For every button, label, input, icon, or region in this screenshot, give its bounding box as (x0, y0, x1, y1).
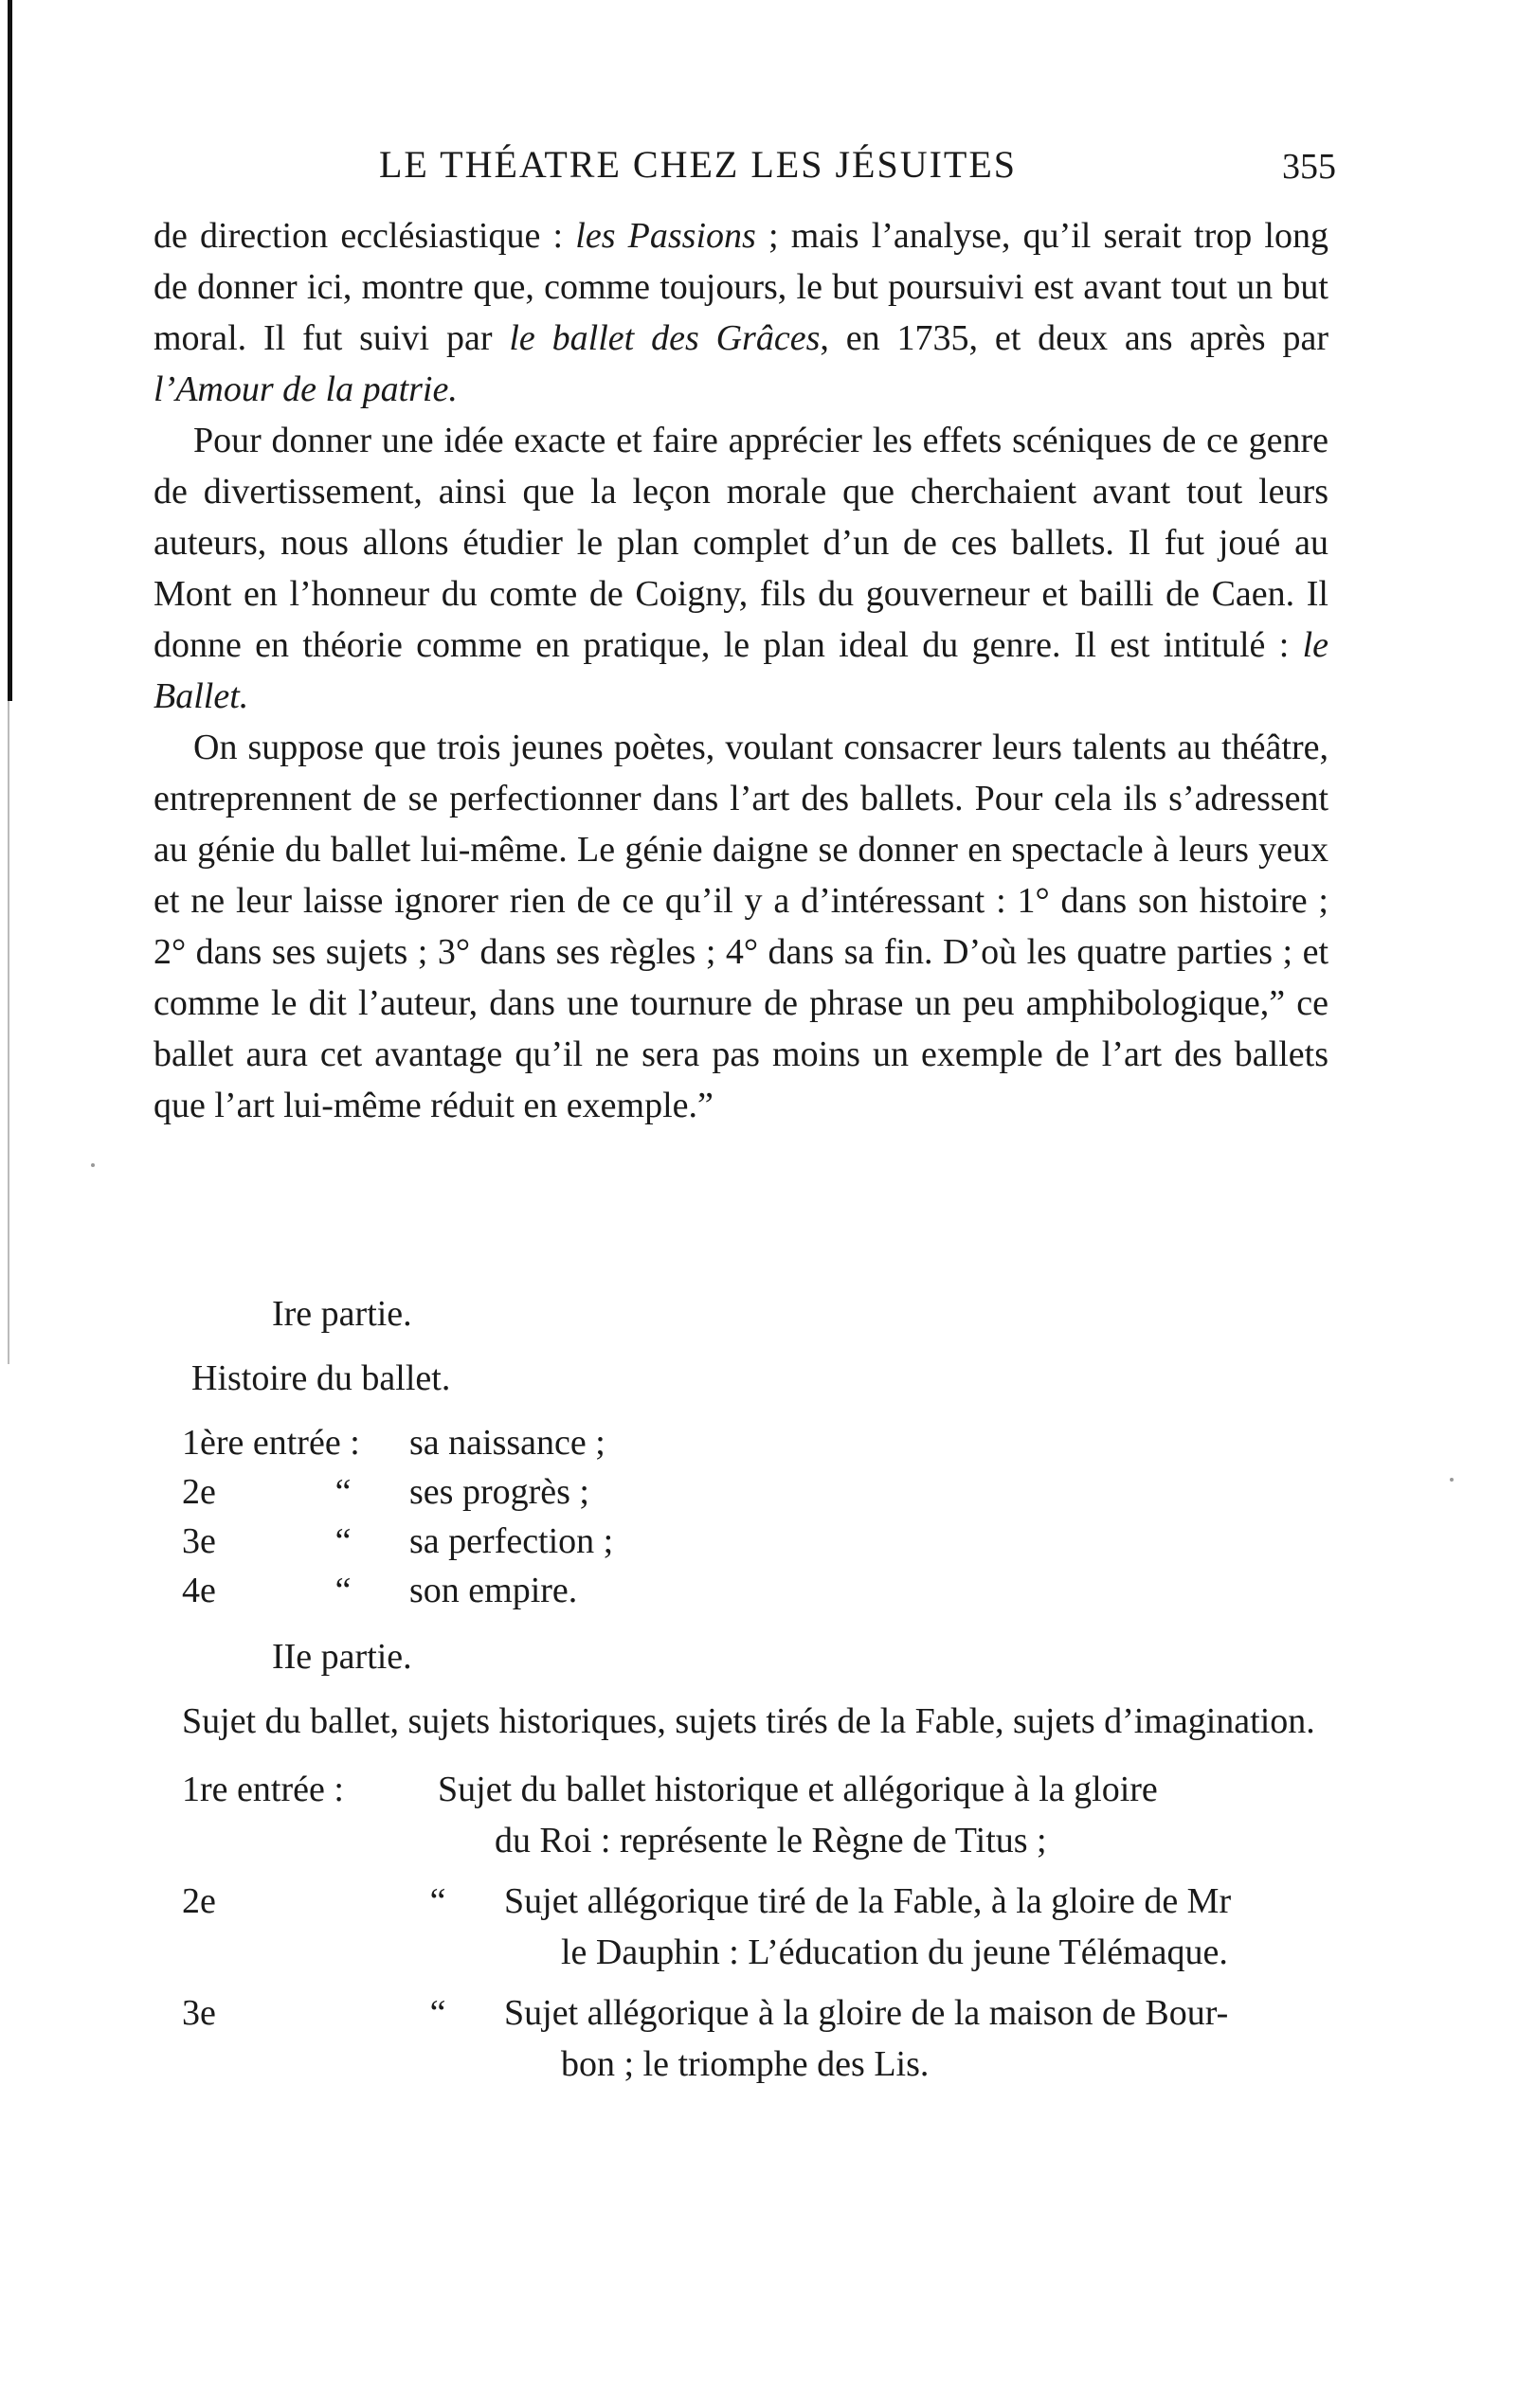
ditto-mark: “ (429, 1881, 446, 1921)
paragraph-2: Pour donner une idée exacte et faire apprécier les effets scéniques de ce genre de divertissement, ainsi que la leçon morale que cherchaient avant tout leurs auteurs, nous allons étudier le plan complet d’un de ces ballets. Il fut joué au Mont en l’honneur du comte de Coigny, fils du gouverneur et bailli de Caen. Il donne en théorie comme en pratique, le plan ideal du genre. Il est intitulé : le Ballet. (154, 421, 1328, 716)
ditto-mark: “ (429, 1993, 446, 2033)
entry-text: son empire. (409, 1571, 578, 1610)
part2-entry (154, 1764, 1328, 1866)
part1-entry (154, 1565, 1328, 1614)
entry-text: Sujet allégorique à la gloire de la maison de Bour- bon ; le triomphe des Lis. (504, 1993, 1229, 2084)
page-edge-shadow (8, 0, 12, 701)
part2-entry (154, 1987, 1328, 2090)
entry-text: sa naissance ; (409, 1423, 605, 1463)
page-edge-line (8, 701, 9, 1364)
part1-entry (154, 1466, 1328, 1516)
title-les-passions: les Passions (575, 216, 756, 256)
ditto-mark: “ (334, 1571, 352, 1610)
body-text (154, 210, 1328, 1131)
part2-heading: IIe partie. (272, 1637, 412, 1677)
entry-text: Sujet allégorique tiré de la Fable, à la gloire de Mr le Dauphin : L’éducation du jeune Télémaque. (504, 1881, 1232, 1972)
ditto-mark: “ (334, 1521, 352, 1561)
entry-number: 4e (182, 1571, 216, 1610)
ditto-mark: “ (334, 1472, 352, 1512)
part1-entry (154, 1417, 1328, 1466)
entry-number: 3e (182, 1993, 216, 2033)
entry-number: 2e (182, 1472, 216, 1512)
part2-description: Sujet du ballet, sujets historiques, sujets tirés de la Fable, sujets d’imagination. (182, 1701, 1315, 1741)
paragraph-1: de direction ecclésiastique : les Passions ; mais l’analyse, qu’il serait trop long de donner ici, montre que, comme toujours, le but poursuivi est avant tout un but moral. Il fut suivi par le ballet des Grâces, en 1735, et deux ans après par l’Amour de la patrie. (154, 216, 1328, 409)
title-amour-de-la-patrie: l’Amour de la patrie. (154, 369, 458, 409)
scan-speck (1450, 1478, 1454, 1482)
scan-speck (91, 1163, 95, 1167)
page-header (152, 142, 1336, 199)
entry-text: sa perfection ; (409, 1521, 614, 1561)
entry-number: 1re entrée : (182, 1770, 344, 1809)
entry-number: 2e (182, 1881, 216, 1921)
entry-number: 3e (182, 1521, 216, 1561)
entry-number: 1ère entrée : (182, 1423, 360, 1463)
page-number: 355 (1282, 147, 1336, 187)
paragraph-3: On suppose que trois jeunes poètes, voulant consacrer leurs talents au théâtre, entreprennent de se perfectionner dans l’art des ballets. Pour cela ils s’adressent au génie du ballet lui-même. Le génie daigne se donner en spectacle à leurs yeux et ne leur laisse ignorer rien de ce qu’il y a d’intéressant : 1° dans son histoire ; 2° dans ses sujets ; 3° dans ses règles ; 4° dans sa fin. D’où les quatre parties ; et comme le dit l’auteur, dans une tournure de phrase un peu amphibologique,” ce ballet aura cet avantage qu’il ne sera pas moins un exemple de l’art des ballets que l’art lui-même réduit en exemple.” (154, 728, 1328, 1125)
title-ballet-des-graces: le ballet des Grâces (509, 318, 821, 358)
title-le-ballet: le Ballet. (154, 625, 1328, 716)
running-title: LE THÉATRE CHEZ LES JÉSUITES (379, 143, 1018, 186)
part2-entry (154, 1876, 1328, 1978)
entry-text: ses progrès ; (409, 1472, 589, 1512)
part1-heading: Ire partie. (272, 1294, 412, 1334)
ballet-outline (154, 1288, 1328, 2099)
part1-entry (154, 1516, 1328, 1565)
part1-subheading: Histoire du ballet. (191, 1358, 451, 1398)
entry-text: Sujet du ballet historique et allégorique à la gloire du Roi : représente le Règne de Titus ; (438, 1770, 1158, 1860)
